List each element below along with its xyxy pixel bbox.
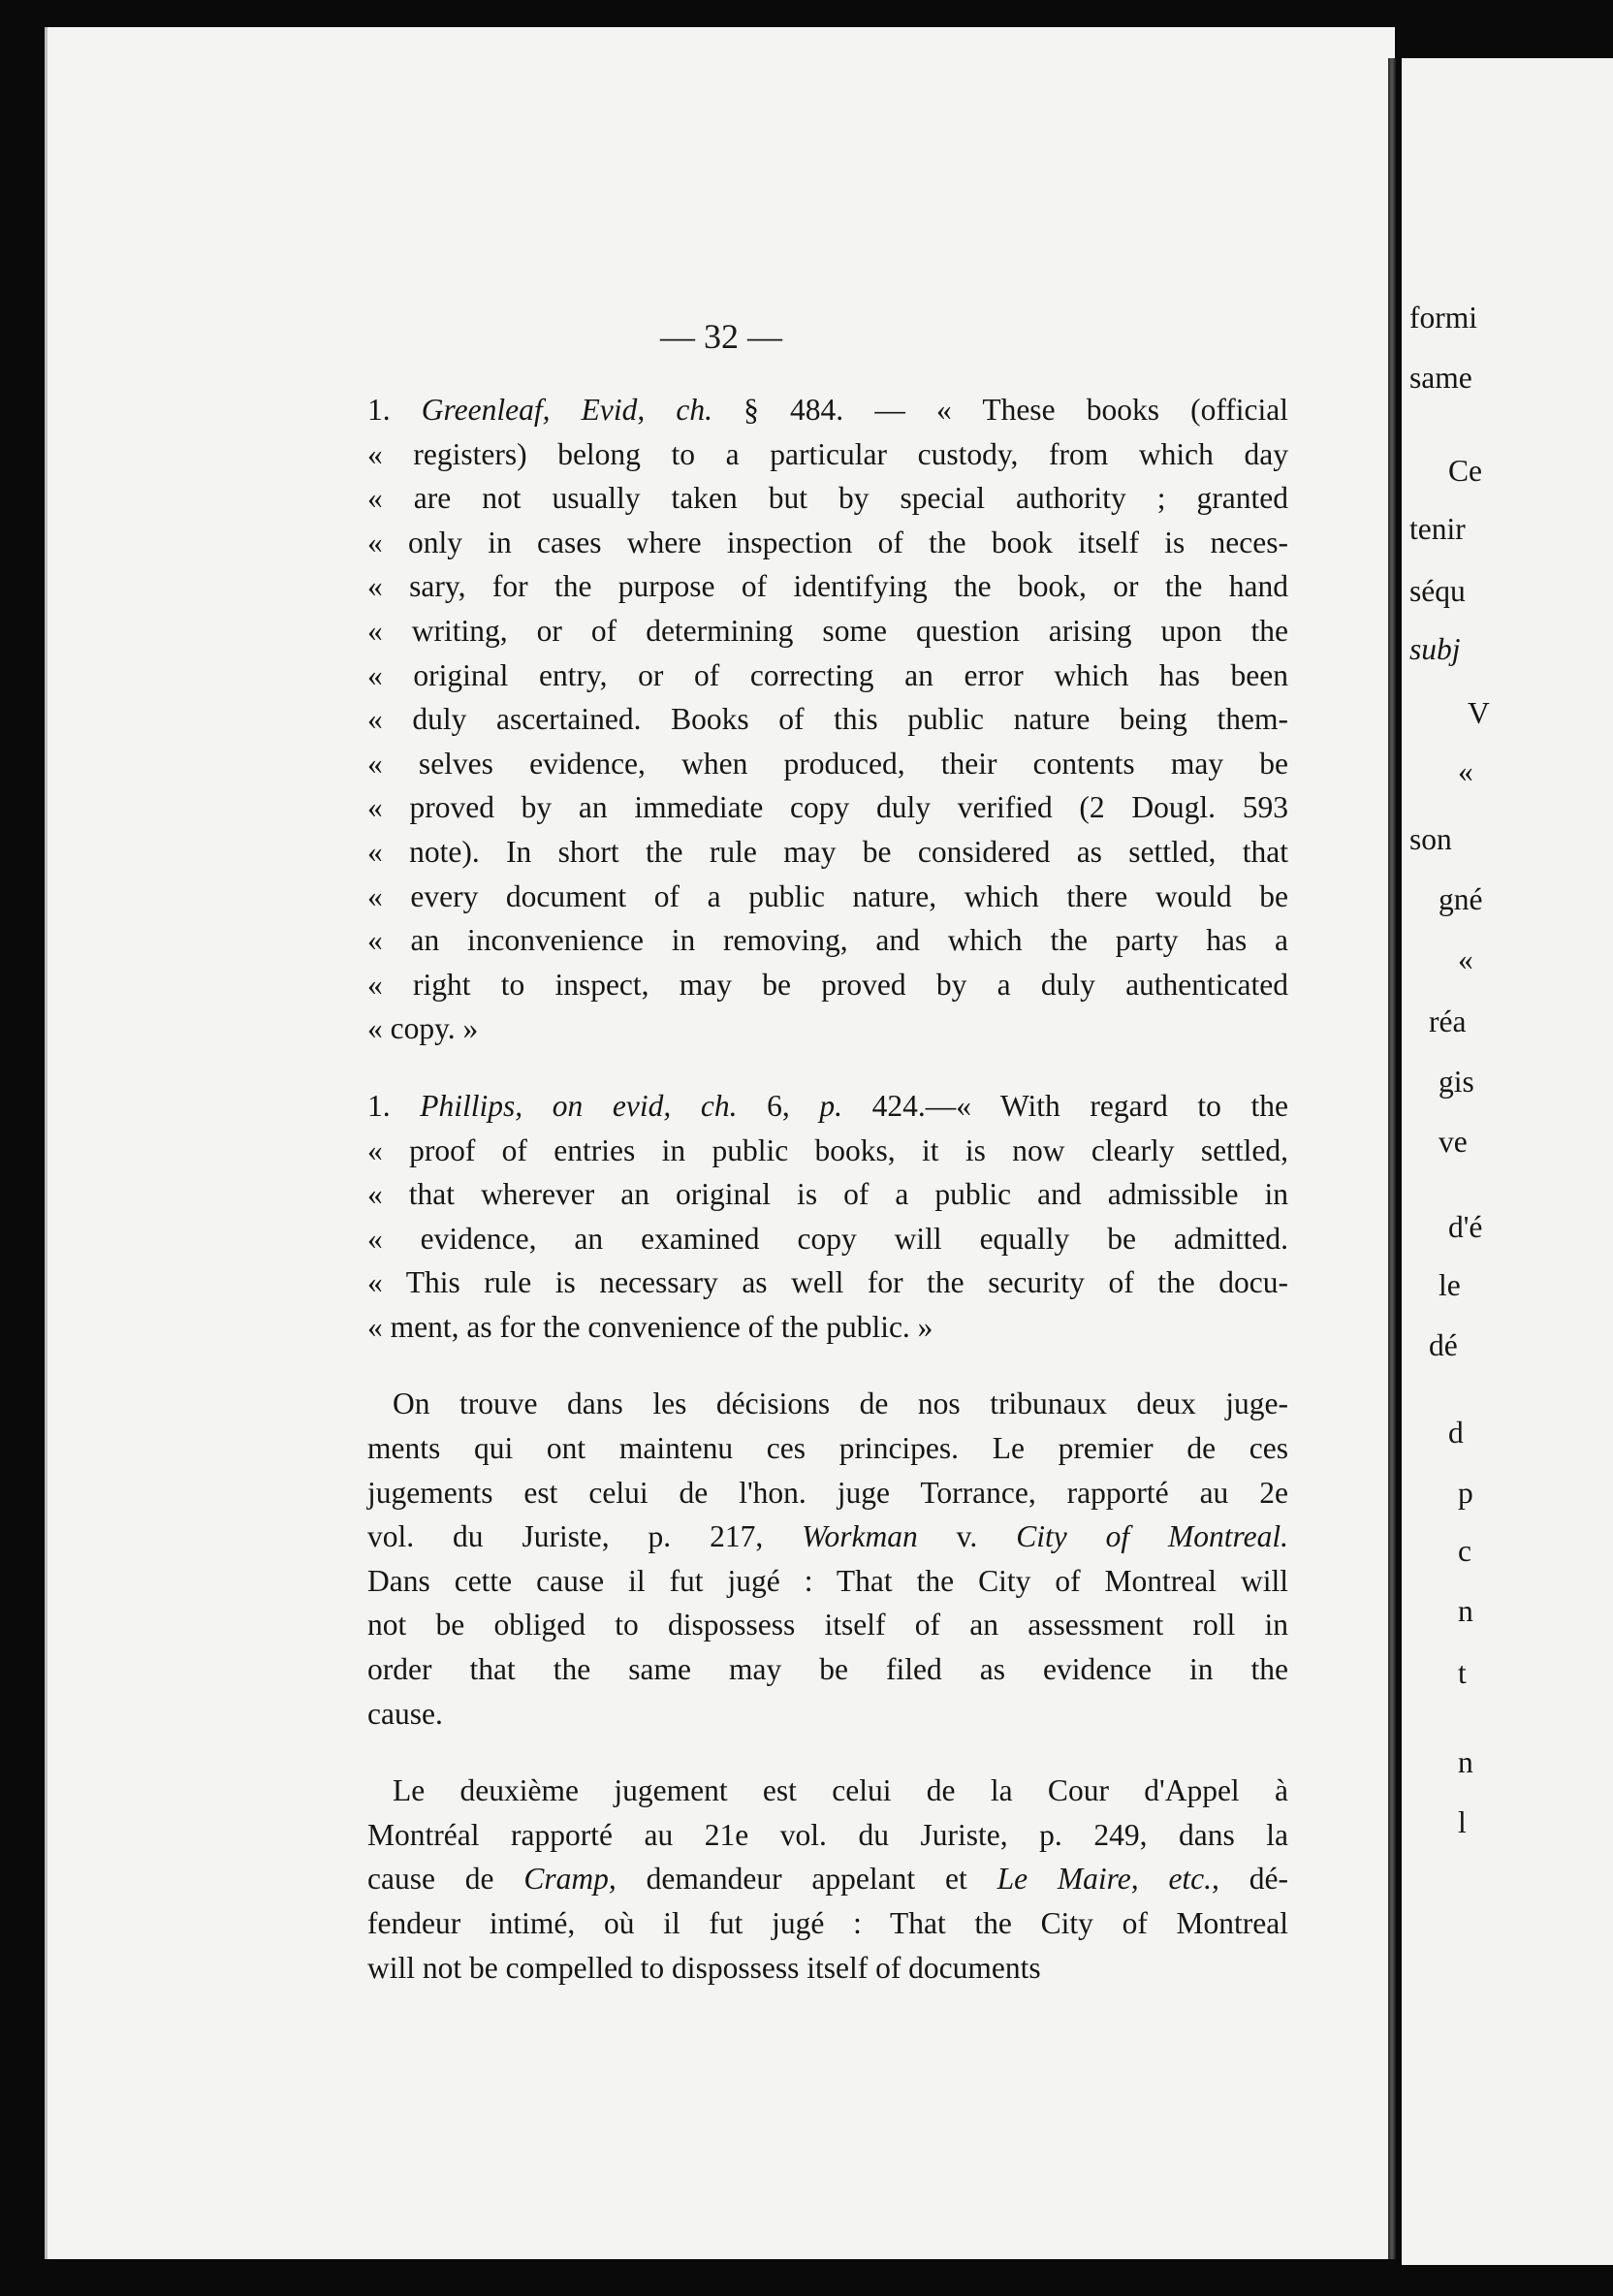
italic-text: Greenleaf, Evid, ch.: [421, 393, 712, 427]
text-run: vol. du Juriste, p. 217,: [367, 1519, 803, 1554]
text-line: [367, 1129, 1288, 1173]
text-line: [367, 1813, 1288, 1858]
right-page-fragment: d'é: [1448, 1210, 1483, 1244]
text-line: [367, 1857, 1288, 1901]
right-page-fragment: V: [1468, 696, 1490, 730]
text-line: [367, 654, 1288, 698]
paragraph: [367, 1382, 1288, 1736]
text-run: Montréal rapporté au 21e vol. du Juriste, p. 249, dans la: [367, 1817, 1288, 1852]
right-page-fragment: n: [1458, 1745, 1473, 1779]
text-line: [367, 963, 1288, 1007]
text-run: « proved by an immediate copy duly verified (2 Dougl. 593: [367, 790, 1288, 825]
text-run: « every document of a public nature, which there would be: [367, 878, 1288, 913]
right-page-fragment: p: [1458, 1476, 1473, 1510]
text-run: 424.—« With regard to the: [841, 1088, 1289, 1123]
text-run: ments qui ont maintenu ces principes. Le premier de ces: [367, 1431, 1288, 1466]
paragraph: [367, 1769, 1288, 1990]
right-page-fragment: réa: [1429, 1004, 1467, 1038]
italic-text: Workman: [802, 1519, 918, 1554]
text-line: [367, 1603, 1288, 1647]
text-run: order that the same may be filed as evidence in the: [367, 1652, 1288, 1687]
text-run: « are not usually taken but by special authority ; granted: [367, 481, 1288, 516]
text-line: [367, 1692, 1288, 1737]
text-run: demandeur appelant et: [616, 1862, 997, 1897]
text-run: Dans cette cause il fut jugé : That the City of Montreal will: [367, 1563, 1288, 1598]
right-page-fragment: Ce: [1448, 454, 1482, 488]
text-line: [367, 1647, 1288, 1692]
text-run: « that wherever an original is of a public and admissible in: [367, 1177, 1288, 1212]
right-page-fragment: t: [1458, 1656, 1467, 1690]
italic-text: Le Maire, etc.,: [996, 1862, 1219, 1897]
text-line: [367, 742, 1288, 786]
text-run: On trouve dans les décisions de nos tribunaux deux juge-: [393, 1387, 1288, 1421]
text-run: § 484. — « These books (official: [712, 393, 1288, 427]
text-run: cause de: [367, 1862, 524, 1897]
text-run: 1.: [367, 1088, 421, 1123]
text-line: [367, 609, 1288, 654]
text-line: [367, 564, 1288, 609]
text-run: cause.: [367, 1696, 443, 1731]
text-run: fendeur intimé, où il fut jugé : That the City of Montreal: [367, 1906, 1288, 1940]
text-line: [367, 1382, 1288, 1426]
text-line: [367, 697, 1288, 742]
text-run: « ment, as for the convenience of the public. »: [367, 1309, 933, 1344]
text-line: [367, 521, 1288, 565]
right-page-fragment: same: [1409, 361, 1472, 395]
right-page-fragment: subj: [1409, 632, 1461, 666]
text-run: « This rule is necessary as well for the security of the docu-: [367, 1265, 1288, 1300]
right-page-fragment: ve: [1439, 1125, 1468, 1159]
right-page-fragment: son: [1409, 822, 1452, 856]
text-line: [367, 1217, 1288, 1261]
right-page: [1402, 58, 1613, 2265]
text-line: [367, 476, 1288, 521]
italic-text: Phillips, on evid, ch.: [420, 1088, 738, 1123]
text-line: [367, 1006, 1288, 1051]
text-run: « an inconvenience in removing, and which the party has a: [367, 923, 1288, 958]
text-run: « only in cases where inspection of the book itself is neces-: [367, 525, 1288, 559]
text-line: [367, 1471, 1288, 1515]
text-run: « note). In short the rule may be considered as settled, that: [367, 834, 1288, 869]
right-page-fragment: «: [1458, 942, 1473, 976]
text-line: [367, 875, 1288, 919]
right-page-fragment: séqu: [1409, 574, 1466, 608]
text-line: [367, 1172, 1288, 1217]
text-line: [367, 1901, 1288, 1946]
text-run: will not be compelled to dispossess itself of documents: [367, 1950, 1041, 1985]
text-run: v.: [917, 1519, 1017, 1554]
text-line: [367, 1559, 1288, 1604]
text-run: dé-: [1218, 1862, 1288, 1897]
right-page-fragment: gis: [1439, 1065, 1474, 1099]
page-number: — 32 —: [660, 317, 782, 356]
text-run: « registers) belong to a particular custody, from which day: [367, 436, 1288, 471]
text-run: « proof of entries in public books, it is now clearly settled,: [367, 1132, 1288, 1167]
text-run: « original entry, or of correcting an error which has been: [367, 657, 1288, 692]
text-line: [367, 785, 1288, 830]
left-page: [45, 27, 1395, 2259]
text-run: jugements est celui de l'hon. juge Torrance, rapporté au 2e: [367, 1475, 1288, 1510]
italic-text: Cramp,: [523, 1862, 617, 1897]
text-run: 6,: [737, 1088, 820, 1123]
text-line: [367, 388, 1288, 432]
text-line: [367, 1426, 1288, 1471]
right-page-fragment: tenir: [1409, 512, 1466, 546]
right-page-fragment: «: [1458, 754, 1473, 788]
text-run: « duly ascertained. Books of this public nature being them-: [367, 702, 1288, 737]
text-run: « evidence, an examined copy will equally be admitted.: [367, 1221, 1288, 1256]
text-line: [367, 432, 1288, 477]
text-line: [367, 1769, 1288, 1813]
right-page-fragment: gné: [1439, 882, 1483, 916]
text-line: [367, 1515, 1288, 1559]
text-line: [367, 830, 1288, 875]
text-run: « right to inspect, may be proved by a duly authenticated: [367, 967, 1288, 1002]
paragraph: [367, 388, 1288, 1051]
right-page-fragment: dé: [1429, 1328, 1458, 1362]
text-run: not be obliged to dispossess itself of an assessment roll in: [367, 1608, 1288, 1642]
italic-text: p.: [819, 1088, 842, 1123]
text-run: « sary, for the purpose of identifying the book, or the hand: [367, 569, 1288, 604]
right-page-fragment: l: [1458, 1805, 1467, 1839]
right-page-fragment: d: [1448, 1416, 1464, 1450]
text-line: [367, 1260, 1288, 1305]
book-gutter: [1388, 58, 1396, 2259]
text-line: [367, 1084, 1288, 1129]
italic-text: City of Montreal.: [1016, 1519, 1288, 1554]
right-page-fragment: c: [1458, 1534, 1471, 1568]
text-line: [367, 1946, 1288, 1991]
text-line: [367, 918, 1288, 963]
text-run: « selves evidence, when produced, their contents may be: [367, 746, 1288, 781]
paragraph: [367, 1084, 1288, 1350]
text-line: [367, 1305, 1288, 1350]
text-run: Le deuxième jugement est celui de la Cour d'Appel à: [393, 1773, 1288, 1808]
right-page-fragment: formi: [1409, 301, 1477, 335]
text-run: « writing, or of determining some question arising upon the: [367, 613, 1288, 648]
text-run: 1.: [367, 393, 422, 427]
right-page-fragment: n: [1458, 1594, 1473, 1628]
right-page-fragment: le: [1439, 1268, 1461, 1302]
text-run: « copy. »: [367, 1011, 479, 1046]
body-text: [367, 388, 1288, 2023]
